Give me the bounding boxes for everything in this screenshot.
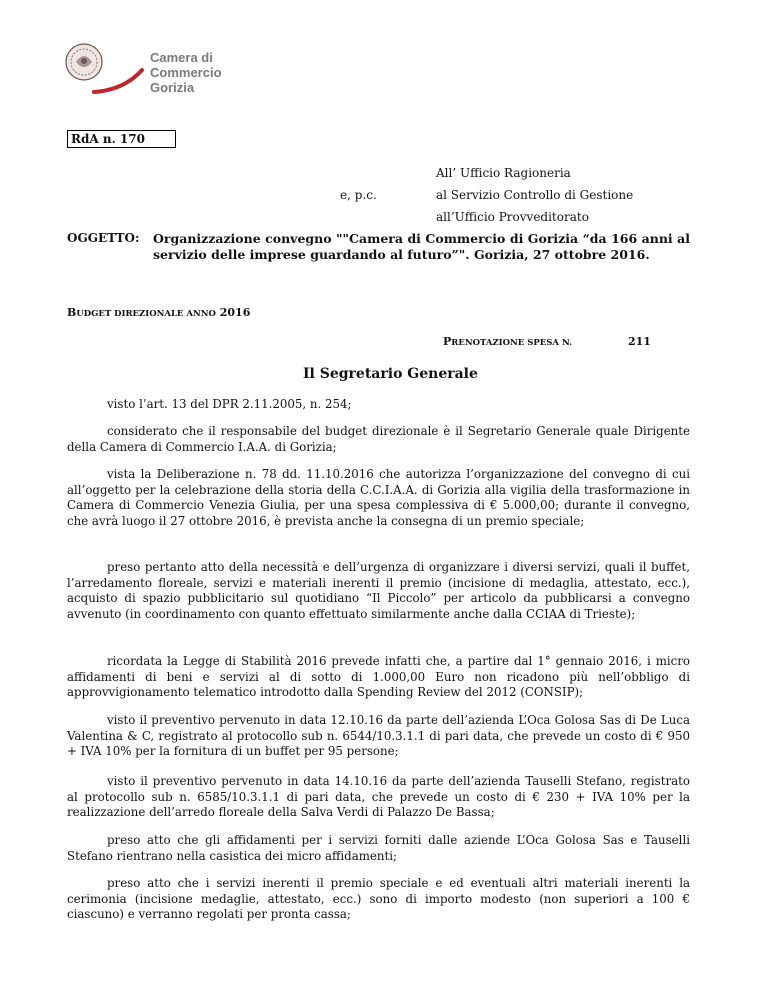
budget-heading xyxy=(67,305,250,322)
prenotazione-heading xyxy=(443,334,572,351)
paragraph-9: preso atto che i servizi inerenti il premio speciale e ed eventuali altri materiali inerenti la cerimonia (incisione medaglie, attestato, ecc.) sono di importo modesto (non superiori a 100 € ciascuno) e verranno regolati per pronta cassa; xyxy=(67,876,690,921)
organization-name xyxy=(150,50,284,95)
document-title: Il Segretario Generale xyxy=(303,366,478,382)
budget-year: 2016 xyxy=(219,306,251,319)
paragraph-7: visto il preventivo pervenuto in data 14.10.16 da parte dell’azienda Tauselli Stefano, registrato al protocollo sub n. 6585/10.3.1.1 di pari data, che prevede un costo di € 230 + IVA 10% per la realizzazione dell’arredo floreale della Salva Verdi di Palazzo De Bassa; xyxy=(67,774,690,819)
paragraph-3: vista la Deliberazione n. 78 dd. 11.10.2016 che autorizza l’organizzazione del convegno di cui all’oggetto per la celebrazione della storia della C.C.I.A.A. di Gorizia alla vigilia della trasformazione in Camera di Commercio Venezia Giulia, per una spesa complessiva di € 5.000,00; durante il convegno, che avrà luogo il 27 ottobre 2016, è prevista anche la consegna di un premio speciale; xyxy=(67,467,690,528)
prenotazione-number: 211 xyxy=(628,335,651,348)
paragraph-8: preso atto che gli affidamenti per i servizi forniti dalle aziende L’Oca Golosa Sas e Tauselli Stefano rientrano nella casistica dei micro affidamenti; xyxy=(67,833,690,863)
paragraph-5: ricordata la Legge di Stabilità 2016 prevede infatti che, a partire dal 1° gennaio 2016, i micro affidamenti di beni e servizi al di sotto di 1.000,00 Euro non ricadono più nell’obbligo di approvvigionamento telematico introdotto dalla Spending Review del 2012 (CONSIP); xyxy=(67,654,690,699)
org-name-line2: Gorizia xyxy=(150,80,195,95)
paragraph-1: visto l’art. 13 del DPR 2.11.2005, n. 254; xyxy=(107,397,352,411)
prenotazione-rest: RENOTAZIONE SPESA N. xyxy=(451,338,573,348)
paragraph-2: considerato che il responsabile del budget direzionale è il Segretario Generale quale Dirigente della Camera di Commercio I.A.A. di Gorizia; xyxy=(67,424,690,454)
cc-label: e, p.c. xyxy=(340,188,377,202)
paragraph-6: visto il preventivo pervenuto in data 12.10.16 da parte dell’azienda L’Oca Golosa Sas di De Luca Valentina & C, registrato al protocollo sub n. 6544/10.3.1.1 di pari data, che prevede un costo di € 950 + IVA 10% per la fornitura di un buffet per 95 persone; xyxy=(67,713,690,758)
recipient-cc2: all’Ufficio Provveditorato xyxy=(436,210,589,224)
budget-rest: UDGET DIREZIONALE ANNO xyxy=(76,309,216,319)
recipient-cc1: al Servizio Controllo di Gestione xyxy=(436,188,634,202)
budget-initial: B xyxy=(67,306,77,319)
subject-label: OGGETTO: xyxy=(67,231,140,245)
org-name-line1: Camera di Commercio xyxy=(150,50,222,80)
recipient-to: All’ Ufficio Ragioneria xyxy=(436,166,571,180)
seal-icon xyxy=(64,40,144,96)
paragraph-4: preso pertanto atto della necessità e dell’urgenza di organizzare i diversi servizi, quali il buffet, l’arredamento floreale, servizi e materiali inerenti il premio (incisione di medaglia, attestato, ecc.), acquisto di spazio pubblicitario sul quotidiano “Il Piccolo” per articolo da pubblicarsi a convegno avvenuto (in coordinamento con quanto effettuato similarmente anche dalla CCIAA di Trieste); xyxy=(67,560,690,621)
subject-text: Organizzazione convegno ""Camera di Commercio di Gorizia “da 166 anni al servizio delle imprese guardando al futuro”". Gorizia, 27 ottobre 2016. xyxy=(153,231,690,262)
chamber-logo xyxy=(64,40,284,96)
rda-number-box: RdA n. 170 xyxy=(67,130,176,148)
prenotazione-initial: P xyxy=(443,335,452,348)
